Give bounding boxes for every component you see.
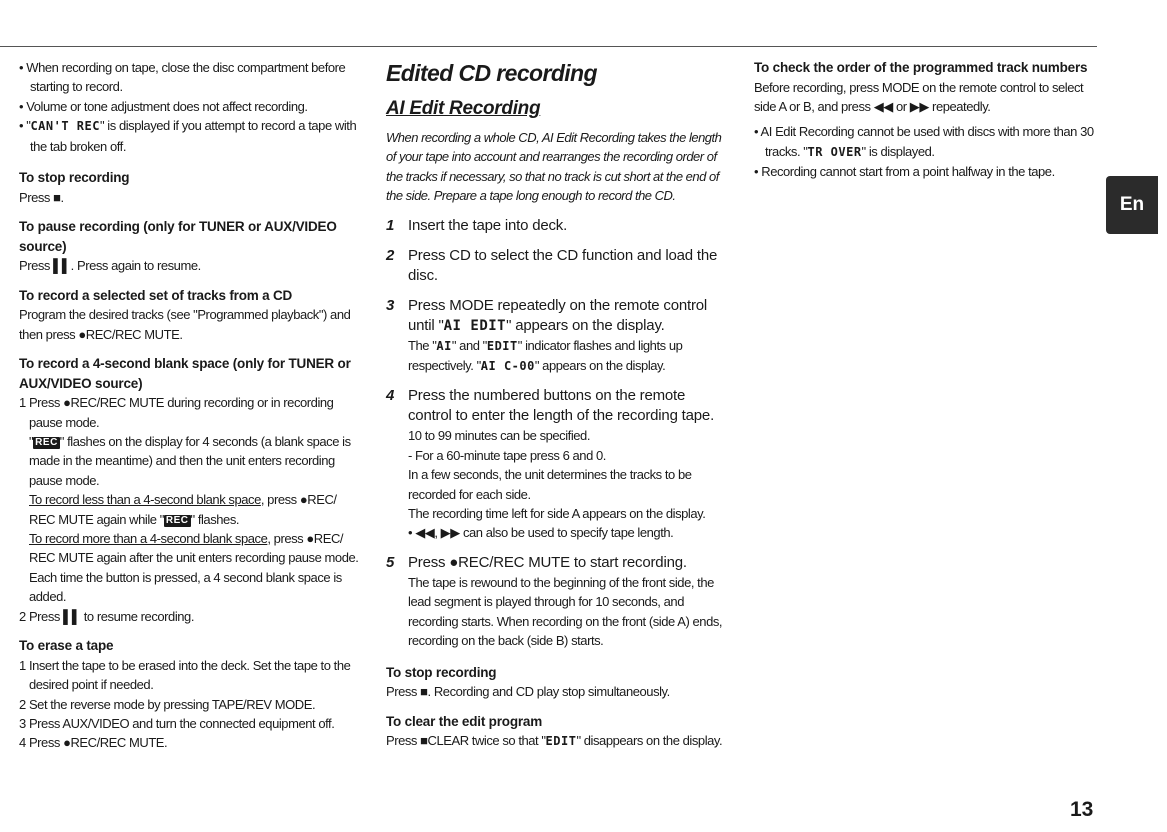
step-4 xyxy=(386,386,728,542)
text-pause-recording: Press ▌▌. Press again to resume. xyxy=(19,258,201,274)
step-text: In a few seconds, the unit determines the tracks to be recorded for each side. xyxy=(408,467,692,502)
step-5 xyxy=(386,553,728,651)
erase-step-2: 2 Set the reverse mode by pressing TAPE/REV MODE. xyxy=(19,696,316,712)
top-rule xyxy=(0,46,1097,47)
note-close-disc: • When recording on tape, close the disc compartment before starting to record. xyxy=(19,60,346,95)
step-text: • ◀◀, ▶▶ can also be used to specify tape length. xyxy=(408,525,674,541)
language-tab: En xyxy=(1106,176,1158,234)
erase-step-4: 4 Press ●REC/REC MUTE. xyxy=(19,735,168,751)
note-start-point: • Recording cannot start from a point halfway in the tape. xyxy=(754,164,1055,180)
erase-step-3: 3 Press AUX/VIDEO and turn the connected equipment off. xyxy=(19,715,335,731)
step-text: - For a 60-minute tape press 6 and 0. xyxy=(408,447,606,463)
column-right xyxy=(754,58,1096,182)
heading-blank-space: To record a 4-second blank space (only for TUNER or AUX/VIDEO source) xyxy=(19,356,351,391)
lcd-cant-rec: CAN'T REC xyxy=(30,119,100,134)
lcd-ai-c00: AI C-00 xyxy=(480,359,535,374)
note-volume: • Volume or tone adjustment does not affect recording. xyxy=(19,98,308,114)
heading-check-order: To check the order of the programmed track numbers xyxy=(754,60,1088,75)
step-number: 4 xyxy=(386,387,395,405)
step-text: The tape is rewound to the beginning of the front side, the lead segment is played through for 10 seconds, and recording starts. When recording on the front (side A) ends, recording on the back (side B) starts. xyxy=(408,574,723,649)
step-heading: Press ●REC/REC MUTE to start recording. xyxy=(408,553,687,571)
section-subtitle: AI Edit Recording xyxy=(386,98,541,119)
step-3 xyxy=(386,296,728,377)
blank-flash-note: " REC " flashes on the display for 4 seconds (a blank space is made in the meantime) and then the unit enters recording pause mode. xyxy=(29,434,351,488)
step-number: 5 xyxy=(386,553,395,571)
step-number: 2 xyxy=(386,246,395,264)
blank-step-1: 1 Press ●REC/REC MUTE during recording or in recording pause mode. xyxy=(19,395,334,430)
rec-indicator-icon: REC xyxy=(35,437,58,449)
blank-less-note: To record less than a 4-second blank space, press ●REC/ REC MUTE again while " REC " flashes. xyxy=(29,492,337,527)
heading-stop-recording-cd: To stop recording xyxy=(386,664,497,680)
lcd-edit: EDIT xyxy=(545,734,577,749)
step-text: The "AI" and "EDIT" indicator flashes and lights up respectively. "AI C-00" appears on the display. xyxy=(408,337,683,374)
section-title: Edited CD recording xyxy=(386,60,597,86)
erase-step-1: 1 Insert the tape to be erased into the deck. Set the tape to the desired point if needed. xyxy=(19,657,351,693)
step-number: 1 xyxy=(386,216,395,234)
step-text: The recording time left for side A appears on the display. xyxy=(408,506,706,522)
step-2 xyxy=(386,246,728,286)
text-selected-tracks: Program the desired tracks (see "Programmed playback") and then press ●REC/REC MUTE. xyxy=(19,307,351,342)
step-heading: Press CD to select the CD function and load the disc. xyxy=(408,246,718,284)
page-number: 13 xyxy=(1070,798,1094,821)
step-text: 10 to 99 minutes can be specified. xyxy=(408,428,590,444)
text-clear-edit-program: Press ■CLEAR twice so that "EDIT" disappears on the display. xyxy=(386,733,723,749)
lcd-ai-edit: AI EDIT xyxy=(443,317,507,334)
rec-indicator-icon: REC xyxy=(165,514,189,526)
heading-erase-tape: To erase a tape xyxy=(19,638,114,654)
note-track-limit: • AI Edit Recording cannot be used with discs with more than 30 tracks. "TR OVER" is displayed. xyxy=(754,124,1094,159)
heading-stop-recording: To stop recording xyxy=(19,170,130,186)
intro-paragraph: When recording a whole CD, AI Edit Recording takes the length of your tape into account and rearranges the recording order of the tracks if necessary, so that no track is cut short at the end of the side. Prepare a tape long enough to record the CD. xyxy=(386,130,722,204)
step-number: 3 xyxy=(386,296,395,314)
heading-pause-recording: To pause recording (only for TUNER or AUX/VIDEO source) xyxy=(19,219,337,254)
column-middle xyxy=(386,58,728,752)
lcd-edit: EDIT xyxy=(486,338,518,353)
blank-step-2: 2 Press ▌▌ to resume recording. xyxy=(19,608,194,624)
text-stop-recording-cd: Press ■. Recording and CD play stop simultaneously. xyxy=(386,684,670,700)
lcd-ai: AI xyxy=(436,338,452,353)
text-stop-recording: Press ■. xyxy=(19,189,64,205)
step-heading: Press the numbered buttons on the remote control to enter the length of the recording tape. xyxy=(408,387,715,425)
step-heading: Press MODE repeatedly on the remote control until "AI EDIT" appears on the display. xyxy=(408,296,708,334)
step-1 xyxy=(386,216,728,236)
lcd-tr-over: TR OVER xyxy=(807,144,862,159)
note-cant-rec: • "CAN'T REC" is displayed if you attempt to record a tape with the tab broken off. xyxy=(19,118,357,154)
column-left xyxy=(19,58,359,753)
text-check-order: Before recording, press MODE on the remote control to select side A or B, and press ◀◀ or ▶▶ repeatedly. xyxy=(754,79,1084,114)
step-heading: Insert the tape into deck. xyxy=(408,216,568,234)
blank-more-note: To record more than a 4-second blank space, press ●REC/ REC MUTE again after the unit enters recording pause mode. Each time the button is pressed, a 4 second blank space is added. xyxy=(29,531,359,605)
heading-clear-edit-program: To clear the edit program xyxy=(386,713,543,729)
heading-selected-tracks: To record a selected set of tracks from a CD xyxy=(19,287,293,303)
